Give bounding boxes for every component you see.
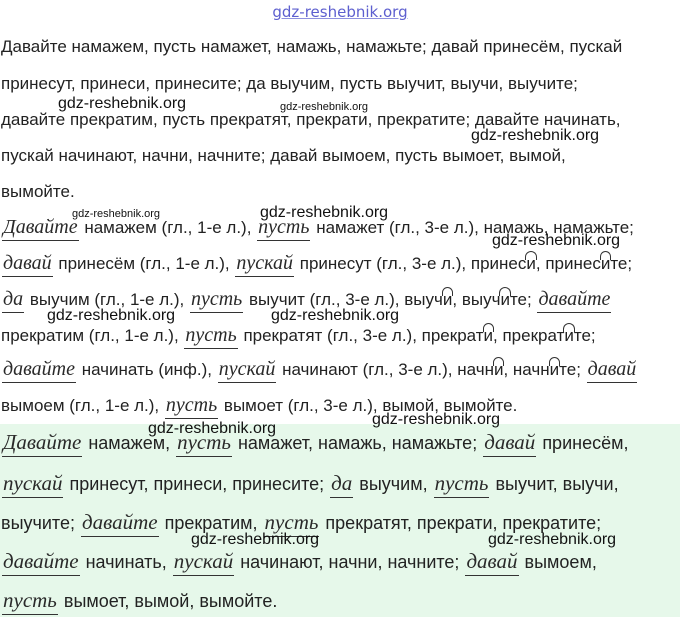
text-fragment: намажет, намажь, намажьте; <box>232 433 483 453</box>
watermark-top[interactable]: gdz-reshebnik.org <box>272 3 408 21</box>
watermark: gdz-reshebnik.org <box>271 307 400 324</box>
exercise-line-2: принесут, принеси, принесите; да выучим, пусть выучит, выучи, выучите; <box>1 74 578 93</box>
text-fragment: , выуч <box>452 290 501 309</box>
text-fragment: выучим (гл., 1-е л.), <box>25 290 189 309</box>
underlined-particle: Давайте <box>2 430 82 457</box>
analysis-line-2 <box>1 252 632 275</box>
text-fragment: вымоем, <box>519 552 597 572</box>
suffix-arc-mark: и <box>549 360 560 379</box>
exercise-line-3: давайте прекратим, пусть прекратят, прекрати, прекратите; давайте начинать, <box>1 110 621 129</box>
text-fragment: принесут, принеси, принесите; <box>64 474 330 494</box>
text-fragment: принесём, <box>537 433 629 453</box>
suffix-arc-mark: и <box>564 326 574 345</box>
text-fragment: принесём (гл., 1-е л.), <box>53 254 235 273</box>
underlined-particle: пусть <box>2 588 58 615</box>
watermark: gdz-reshebnik.org <box>47 307 176 324</box>
text-fragment: прекратим (гл., 1-е л.), <box>1 326 184 345</box>
text-fragment: те; <box>573 326 596 345</box>
underlined-particle: пускай <box>218 358 277 383</box>
underlined-particle: пусть <box>264 510 320 537</box>
underlined-particle: пусть <box>184 324 237 349</box>
text-fragment: , принес <box>535 254 601 273</box>
text-fragment: выучите; <box>1 513 80 533</box>
underlined-particle: давай <box>587 358 638 383</box>
watermark: gdz-reshebnik.org <box>471 127 600 144</box>
text-fragment: принесут (гл., 3-е л.), принес <box>295 254 527 273</box>
suffix-arc-mark: и <box>442 290 453 309</box>
text-fragment: намажем, <box>83 433 176 453</box>
text-fragment: выучит, выучи, <box>490 474 619 494</box>
text-fragment: те; <box>559 360 586 379</box>
suffix-arc-mark: и <box>600 254 611 273</box>
underlined-particle: давай <box>483 430 536 457</box>
underlined-particle: да <box>330 471 353 498</box>
text-fragment: , начн <box>503 360 550 379</box>
text-fragment: намажем (гл., 1-е л.), <box>79 218 257 237</box>
text-fragment: выучит (гл., 3-е л.), выуч <box>244 290 443 309</box>
watermark: gdz-reshebnik.org <box>191 531 320 548</box>
text-fragment: вымоет, вымой, вымойте. <box>58 591 278 611</box>
underlined-particle: давай <box>2 252 53 277</box>
text-fragment: намажет (гл., 3-е л.), намажь, намажьте; <box>311 218 634 237</box>
analysis-line-5 <box>1 358 638 381</box>
suffix-arc-mark: и <box>500 290 510 309</box>
underlined-particle: пусть <box>165 394 218 419</box>
watermark: gdz-reshebnik.org <box>148 420 277 437</box>
watermark: gdz-reshebnik.org <box>72 208 161 220</box>
text-fragment: те; <box>610 254 633 273</box>
suffix-arc-mark: и <box>526 254 536 273</box>
underlined-particle: пускай <box>235 252 294 277</box>
text-fragment: прекратим, <box>159 513 263 533</box>
underlined-particle: пускай <box>2 471 63 498</box>
underlined-particle: да <box>2 288 24 313</box>
text-fragment: начинают (гл., 3-е л.), начн <box>277 360 494 379</box>
exercise-line-1: Давайте намажем, пусть намажет, намажь, намажьте; давай принесём, пускай <box>1 37 623 56</box>
underlined-particle: пусть <box>434 471 490 498</box>
text-fragment: прекратят, прекрати, прекратите; <box>320 513 602 533</box>
exercise-line-4: пускай начинают, начни, начните; давай вымоем, пусть вымоет, вымой, <box>1 146 566 165</box>
answer-line-5 <box>1 588 277 613</box>
underlined-particle: давайте <box>2 358 76 383</box>
answer-line-4 <box>1 549 597 574</box>
text-fragment: те; <box>509 290 537 309</box>
underlined-particle: пусть <box>176 430 232 457</box>
text-fragment: выучим, <box>354 474 433 494</box>
text-fragment: начинают, начни, начните; <box>235 552 465 572</box>
watermark: gdz-reshebnik.org <box>492 232 621 249</box>
watermark: gdz-reshebnik.org <box>280 101 369 113</box>
answer-line-1 <box>1 430 628 455</box>
answer-line-2 <box>1 471 619 496</box>
watermark: gdz-reshebnik.org <box>372 411 501 428</box>
text-fragment: начинать, <box>80 552 172 572</box>
suffix-arc-mark: и <box>483 326 494 345</box>
underlined-particle: пусть <box>257 216 310 241</box>
text-fragment: , прекрат <box>493 326 565 345</box>
underlined-particle: пусть <box>190 288 243 313</box>
text-fragment: прекратят (гл., 3-е л.), прекрат <box>238 326 484 345</box>
exercise-line-5: вымойте. <box>1 182 75 201</box>
watermark: gdz-reshebnik.org <box>260 204 389 221</box>
analysis-line-4 <box>1 324 596 347</box>
watermark: gdz-reshebnik.org <box>488 531 617 548</box>
text-fragment: начинать (инф.), <box>76 360 217 379</box>
watermark: gdz-reshebnik.org <box>58 95 187 112</box>
underlined-particle: давайте <box>537 288 611 313</box>
underlined-particle: давай <box>465 549 518 576</box>
text-fragment: вымоет (гл., 3-е л.), вымой, вымойте. <box>219 396 518 415</box>
underlined-particle: Давайте <box>2 216 79 241</box>
underlined-particle: давайте <box>2 549 80 576</box>
underlined-particle: давайте <box>81 510 159 537</box>
suffix-arc-mark: и <box>493 360 504 379</box>
underlined-particle: пускай <box>173 549 234 576</box>
text-fragment: вымоем (гл., 1-е л.), <box>1 396 164 415</box>
